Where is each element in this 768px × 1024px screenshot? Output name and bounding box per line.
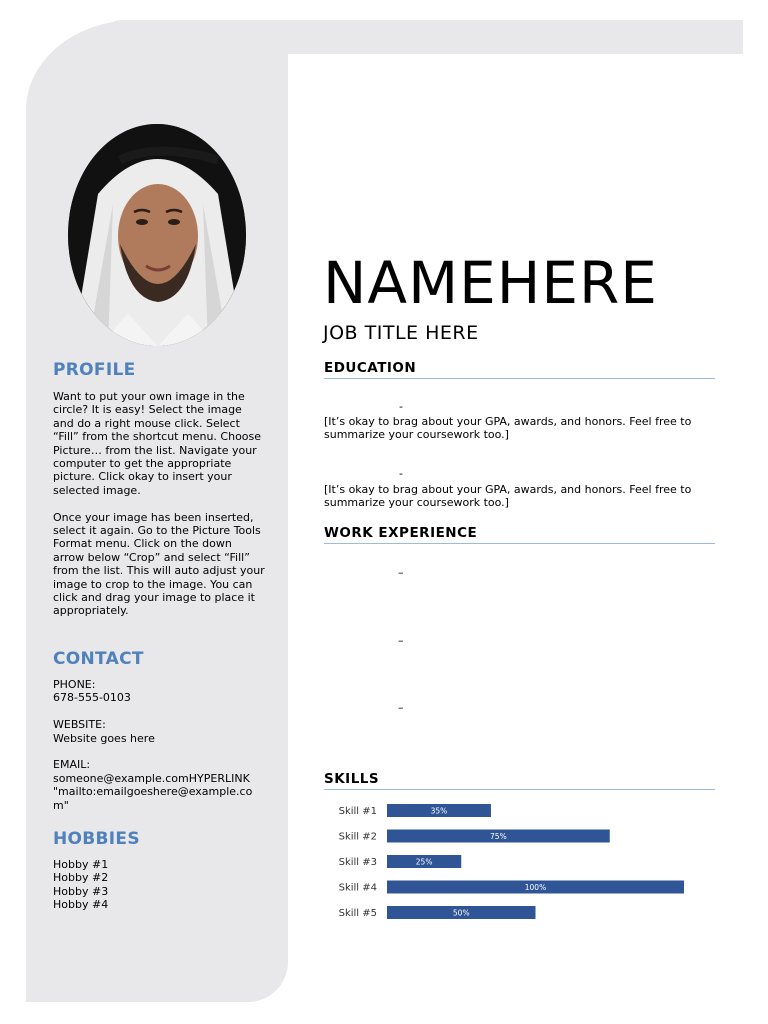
profile-photo-image	[68, 124, 246, 346]
skill-label: Skill #2	[338, 831, 377, 843]
hobby-item: Hobby #4	[53, 898, 109, 912]
skill-label: Skill #4	[338, 882, 377, 894]
hobby-item: Hobby #1	[53, 858, 109, 871]
website-label: WEBSITE:	[53, 718, 106, 732]
education-heading: EDUCATION	[324, 360, 417, 376]
education-entry-dash: -	[399, 467, 403, 480]
profile-photo[interactable]	[68, 124, 246, 346]
email-label: EMAIL:	[53, 758, 91, 772]
work-entry-dash: –	[398, 701, 404, 714]
website-value[interactable]: Website goes here	[53, 731, 155, 745]
profile-paragraph-1: Want to put your own image in the circle? It is easy! Select the image and do a right mouse click. Select “Fill” from the shortcut menu. Choose Picture… from the list. Navigate your computer to get the appropriate picture. Click okay to insert your selected image.	[53, 390, 262, 497]
education-entry-text: [It’s okay to brag about your GPA, awards, and honors. Feel free to summarize your coursework too.]	[324, 483, 692, 510]
work-experience-heading: WORK EXPERIENCE	[324, 525, 478, 541]
phone-label: PHONE:	[53, 678, 96, 691]
skills-divider	[324, 789, 715, 790]
hobby-item: Hobby #2	[53, 871, 109, 885]
skill-value-label: 35%	[430, 806, 448, 816]
skill-value-label: 50%	[452, 908, 470, 918]
work-experience-divider	[324, 543, 715, 544]
skills-heading: SKILLS	[324, 771, 380, 787]
skill-value-label: 25%	[415, 857, 433, 867]
hobby-item: Hobby #3	[53, 884, 109, 898]
skill-value-label: 100%	[524, 883, 547, 892]
email-value-line-1[interactable]: someone@example.comHYPERLINK	[53, 771, 250, 785]
profile-paragraph-2: Once your image has been inserted, select it again. Go to the Picture Tools Format menu. Click on the down arrow below “Crop” and select “Fill” from the list. This will auto adjust your image to crop to the image. You can click and drag your image to place it appropriately.	[53, 510, 265, 618]
work-entry-dash: –	[398, 634, 404, 647]
resume-name: NAMEHERE	[323, 249, 658, 317]
skill-label: Skill #3	[338, 857, 377, 868]
hobbies-heading: HOBBIES	[53, 829, 140, 849]
skill-label: Skill #1	[338, 806, 377, 817]
hobbies-list	[53, 858, 265, 912]
skills-bar-chart	[330, 798, 700, 928]
profile-heading: PROFILE	[53, 360, 136, 380]
education-entry-dash: -	[399, 400, 403, 413]
contact-heading: CONTACT	[53, 649, 144, 669]
email-value-line-2[interactable]: "mailto:emailgoeshere@example.co	[53, 785, 253, 799]
work-entry-dash: –	[398, 566, 404, 579]
education-entry-text: [It’s okay to brag about your GPA, awards, and honors. Feel free to summarize your coursework too.]	[324, 415, 692, 442]
job-title: JOB TITLE HERE	[323, 322, 479, 344]
skill-value-label: 75%	[490, 832, 507, 841]
skill-label: Skill #5	[338, 908, 377, 919]
contact-block	[53, 678, 265, 812]
profile-text	[53, 390, 265, 618]
email-value-line-3[interactable]: m"	[53, 798, 69, 812]
phone-value: 678-555-0103	[53, 691, 131, 705]
education-divider	[324, 378, 715, 379]
